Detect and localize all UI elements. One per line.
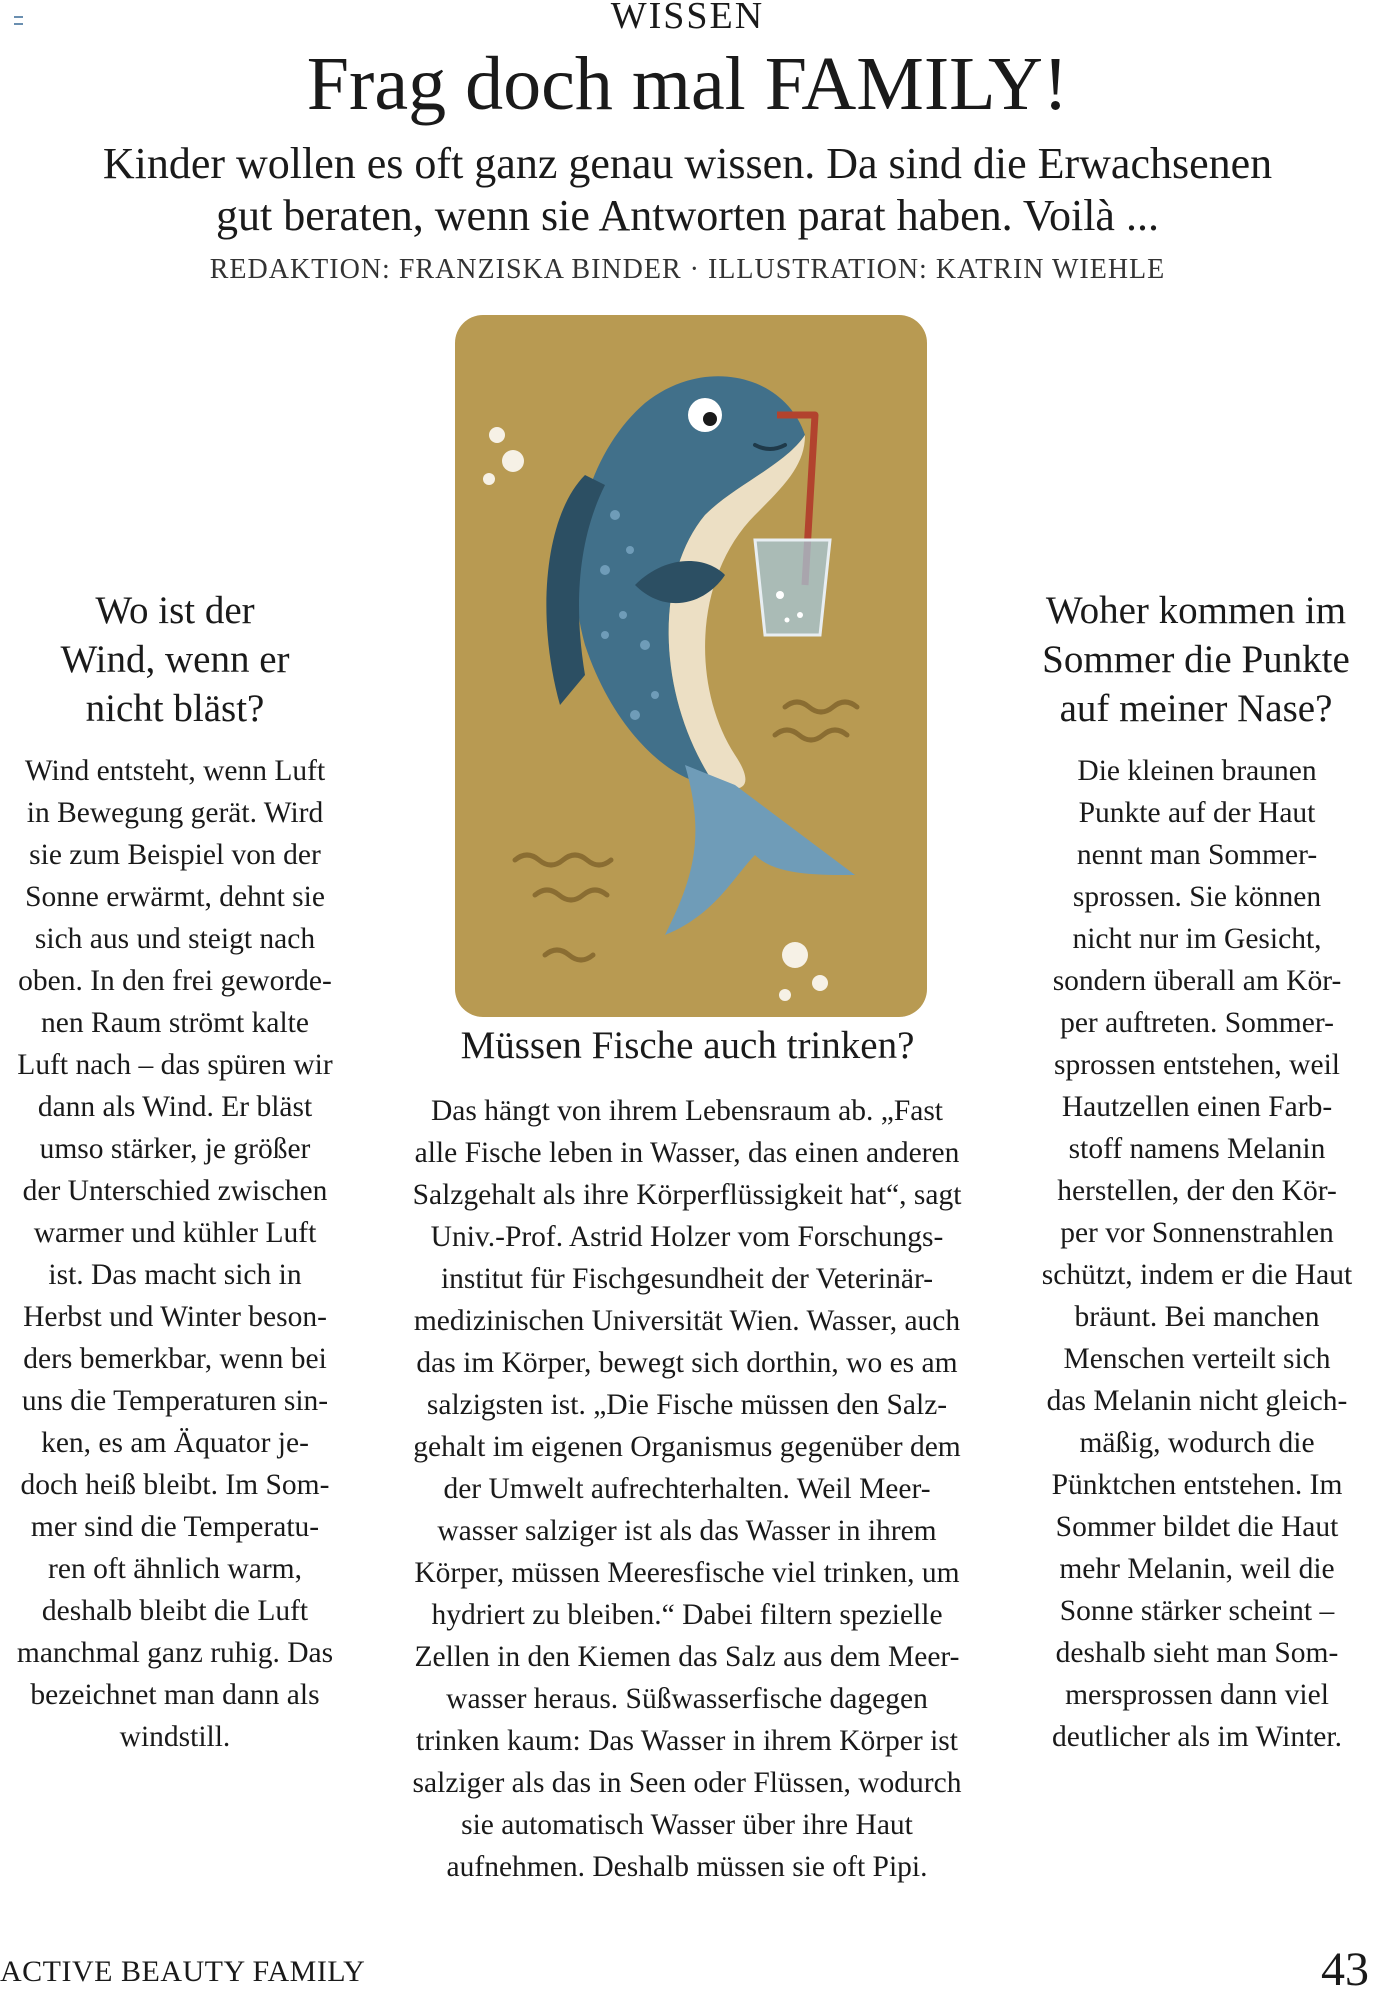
text-line: salzigsten ist. „Die Fische müssen den Salz- (426, 1389, 948, 1421)
text-line: schützt, indem er die Haut (1041, 1259, 1353, 1291)
text-line: manchmal ganz ruhig. Das (16, 1637, 334, 1669)
text-line: nicht nur im Gesicht, (1072, 923, 1322, 955)
text-line: oben. In den frei geworde- (18, 965, 332, 997)
page-title: Frag doch mal FAMILY! (306, 42, 1069, 126)
text-line: sich aus und steigt nach (34, 923, 316, 955)
text-line: Sonne stärker scheint – (1059, 1595, 1335, 1627)
text-line: medizinischen Universität Wien. Wasser, auch (413, 1305, 961, 1337)
heading-line: auf meiner Nase? (1059, 687, 1333, 730)
text-line: sie automatisch Wasser über ihre Haut (461, 1809, 913, 1841)
text-line: salziger als das in Seen oder Flüssen, wodurch (412, 1767, 962, 1799)
text-line: das im Körper, bewegt sich dorthin, wo es am (416, 1347, 958, 1379)
heading-line: Wo ist der (95, 589, 255, 632)
text-line: trinken kaum: Das Wasser in ihrem Körper ist (416, 1725, 958, 1757)
question-heading-wind (20, 586, 330, 733)
text-line: Menschen verteilt sich (1063, 1343, 1331, 1375)
text-line: der Umwelt aufrechterhalten. Weil Meer- (443, 1473, 931, 1505)
heading-line: Sommer die Punkte (1042, 638, 1350, 681)
text-line: bezeichnet man dann als (30, 1679, 320, 1711)
text-line: Pünktchen entstehen. Im (1051, 1469, 1343, 1501)
glass-icon (755, 540, 830, 635)
text-line: Wind entsteht, wenn Luft (24, 755, 326, 787)
text-line: hydriert zu bleiben.“ Dabei filtern spezielle (431, 1599, 943, 1631)
text-line: deshalb bleibt die Luft (41, 1595, 309, 1627)
text-line: ist. Das macht sich in (48, 1259, 302, 1291)
text-line: uns die Temperaturen sin- (21, 1385, 329, 1417)
answer-text-wind (0, 750, 350, 1758)
question-heading-fish: Müssen Fische auch trinken? (460, 1024, 915, 1067)
text-line: ders bemerkbar, wenn bei (23, 1343, 327, 1375)
answer-text-freckles (1022, 750, 1372, 1758)
text-line: Körper, müssen Meeresfische viel trinken, um (414, 1557, 960, 1589)
text-line: sprossen entstehen, weil (1054, 1049, 1340, 1081)
text-line: umso stärker, je größer (39, 1133, 311, 1165)
intro-line: Kinder wollen es oft ganz genau wissen. Da sind die Erwachsenen (102, 139, 1273, 188)
text-line: bräunt. Bei manchen (1074, 1301, 1320, 1333)
text-line: Univ.-Prof. Astrid Holzer vom Forschungs- (430, 1221, 944, 1253)
text-line: sondern überall am Kör- (1052, 965, 1342, 997)
text-line: sprossen. Sie können (1072, 881, 1322, 913)
text-line: Die kleinen braunen (1077, 755, 1317, 787)
heading-line: Woher kommen im (1045, 589, 1347, 632)
text-line: ken, es am Äquator je- (41, 1427, 309, 1459)
text-line: institut für Fischgesundheit der Veterinär- (440, 1263, 934, 1295)
text-line: mehr Melanin, weil die (1059, 1553, 1335, 1585)
text-line: das Melanin nicht gleich- (1046, 1385, 1348, 1417)
text-line: stoff namens Melanin (1068, 1133, 1326, 1165)
text-line: dann als Wind. Er bläst (37, 1091, 313, 1123)
answer-text-fish (376, 1090, 998, 1888)
text-line: aufnehmen. Deshalb müssen sie oft Pipi. (446, 1851, 928, 1883)
text-line: Sonne erwärmt, dehnt sie (25, 881, 325, 913)
text-line: alle Fische leben in Wasser, das einen anderen (414, 1137, 960, 1169)
text-line: Luft nach – das spüren wir (17, 1049, 333, 1081)
heading-line: Wind, wenn er (60, 638, 290, 681)
text-line: der Unterschied zwischen (22, 1175, 328, 1207)
text-line: Salzgehalt als ihre Körperflüssigkeit hat“, sagt (412, 1179, 962, 1211)
credits-line: REDAKTION: FRANZISKA BINDER · ILLUSTRATION: KATRIN WIEHLE (209, 254, 1166, 285)
text-line: doch heiß bleibt. Im Som- (20, 1469, 330, 1501)
text-line: herstellen, der den Kör- (1057, 1175, 1337, 1207)
text-line: nen Raum strömt kalte (41, 1007, 309, 1039)
page-number: 43 (1321, 1943, 1369, 1996)
text-line: nennt man Sommer- (1076, 839, 1318, 871)
text-line: per vor Sonnenstrahlen (1060, 1217, 1334, 1249)
text-line: deshalb sieht man Som- (1055, 1637, 1339, 1669)
text-line: Herbst und Winter beson- (23, 1301, 327, 1333)
text-line: sie zum Beispiel von der (29, 839, 321, 871)
text-line: Punkte auf der Haut (1078, 797, 1316, 829)
intro-line: gut beraten, wenn sie Antworten parat haben. Voilà ... (216, 191, 1159, 240)
text-line: wasser salziger ist als das Wasser in ihrem (437, 1515, 937, 1547)
magazine-name: ACTIVE BEAUTY FAMILY (0, 1955, 366, 1988)
text-line: windstill. (119, 1721, 231, 1753)
text-line: wasser heraus. Süßwasserfische dagegen (446, 1683, 928, 1715)
text-line: gehalt im eigenen Organismus gegenüber dem (413, 1431, 961, 1463)
text-line: mer sind die Temperatu- (30, 1511, 320, 1543)
text-line: Hautzellen einen Farb- (1061, 1091, 1333, 1123)
text-line: per auftreten. Sommer- (1060, 1007, 1334, 1039)
heading-line: nicht bläst? (85, 687, 265, 730)
text-line: Zellen in den Kiemen das Salz aus dem Meer- (414, 1641, 960, 1673)
text-line: in Bewegung gerät. Wird (26, 797, 324, 829)
text-line: Sommer bildet die Haut (1055, 1511, 1339, 1543)
text-line: warmer und kühler Luft (33, 1217, 317, 1249)
text-line: deutlicher als im Winter. (1052, 1721, 1342, 1753)
intro-text (30, 138, 1345, 242)
text-line: ren oft ähnlich warm, (48, 1553, 302, 1585)
fish-drinking-illustration (455, 315, 927, 1017)
section-label: WISSEN (610, 0, 765, 37)
text-line: Das hängt von ihrem Lebensraum ab. „Fast (430, 1095, 943, 1127)
text-line: mersprossen dann viel (1065, 1679, 1329, 1711)
text-line: mäßig, wodurch die (1079, 1427, 1315, 1459)
question-heading-freckles (1018, 586, 1374, 733)
